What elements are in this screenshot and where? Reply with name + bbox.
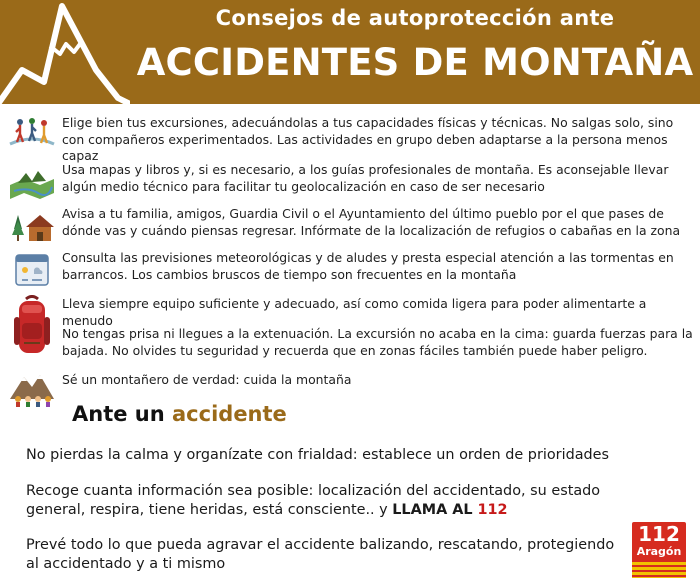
cabin-icon: [8, 205, 56, 245]
section-heading: [72, 402, 287, 426]
badge-region: Aragón: [636, 545, 682, 558]
call-instruction: LLAMA AL: [392, 501, 478, 518]
tip-text: Elige bien tus excursiones, adecuándolas a tus capacidades físicas y técnicas. No salgas solo, sino con compañeros experimentados. Las actividades en grupo deben adaptarse a la persona menos capaz: [62, 115, 674, 163]
banner-title: ACCIDENTES DE MONTAÑA: [136, 41, 694, 84]
badge-number: 112: [638, 522, 680, 546]
map-icon: [8, 161, 56, 201]
weather-calendar-icon: [8, 249, 56, 289]
list-item: [0, 325, 700, 369]
section-heading-plain: Ante un: [72, 402, 173, 426]
section-heading-accent: accidente: [172, 402, 287, 426]
tip-text: Lleva siempre equipo suficiente y adecuado, así como comida ligera para poder alimentarte a menudo: [62, 296, 647, 328]
banner-subtitle: Consejos de autoprotección ante: [215, 6, 615, 30]
mountain-peak-icon: [0, 0, 130, 104]
list-item: [0, 161, 700, 205]
tip-text: No tengas prisa ni llegues a la extenuación. La excursión no acaba en la cima: guarda fuerzas para la bajada. No olvides tu seguridad y recuerda que en zonas fáciles también puede haber peligro.: [62, 326, 693, 358]
list-item: [0, 205, 700, 249]
emergency-number: 112: [477, 501, 508, 518]
header-banner: [0, 0, 700, 104]
accident-step-1: No pierdas la calma y organízate con frialdad: establece un orden de prioridades: [26, 447, 610, 463]
hikers-icon: [8, 114, 56, 154]
tip-text: Avisa a tu familia, amigos, Guardia Civil o el Ayuntamiento del último pueblo por el que pases de dónde vas y cuándo piensas regresar. Infórmate de la localización de refugios o cabañas en la zona: [62, 206, 681, 238]
accident-step-2: [26, 482, 616, 519]
list-item: [0, 114, 700, 163]
emergency-112-logo: [632, 522, 686, 578]
mountain-group-icon: [8, 369, 56, 409]
accident-step-3: Prevé todo lo que pueda agravar el accidente balizando, rescatando, protegiendo al accidentado y a ti mismo: [26, 537, 615, 572]
tip-text: Sé un montañero de verdad: cuida la montaña: [62, 372, 352, 387]
accident-step-2-text: Recoge cuanta información sea posible: localización del accidentado, su estado general, respira, tiene heridas, está consciente.. y: [26, 483, 601, 518]
tip-text: Usa mapas y libros y, si es necesario, a los guías profesionales de montaña. Es aconsejable llevar algún medio técnico para facilitar tu geolocalización en caso de ser necesario: [62, 162, 669, 194]
list-item: [0, 249, 700, 293]
tip-text: Consulta las previsiones meteorológicas y de aludes y presta especial atención a las tormentas en barrancos. Los cambios bruscos de tiempo son frecuentes en la montaña: [62, 250, 674, 282]
